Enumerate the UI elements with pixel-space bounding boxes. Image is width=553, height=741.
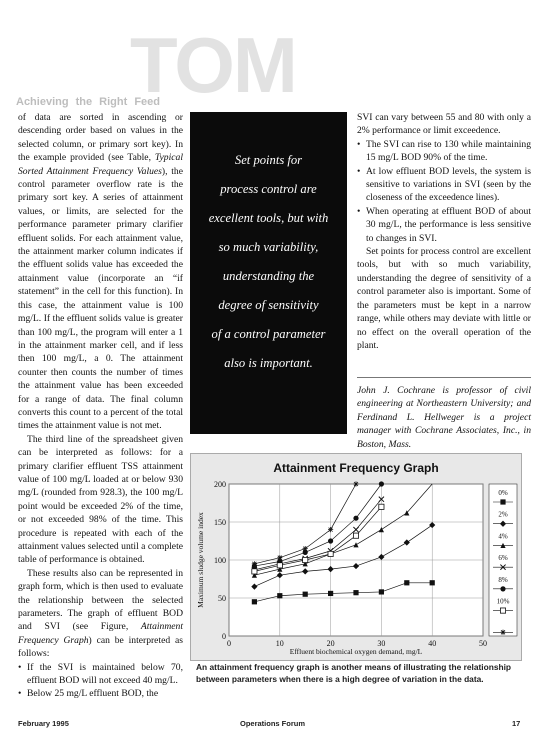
y-tick-label: 150 bbox=[214, 518, 226, 527]
bullet-paragraph bbox=[18, 687, 183, 700]
pull-quote bbox=[190, 146, 347, 378]
legend-marker bbox=[500, 586, 505, 591]
bullet-paragraph bbox=[18, 661, 183, 688]
paragraph bbox=[18, 433, 183, 567]
data-point bbox=[353, 533, 358, 538]
data-point bbox=[379, 589, 384, 594]
background-ghost-heading: Achieving the Right Feed bbox=[16, 96, 161, 108]
text-run: Set points for process control are excellent tools, but with so much variability, understanding the degree of sensitivity of a control parameter also is important. Some of the parameters must be kept in a narrow range, while others may deviate with little or no effect on the overall operation of the plant. bbox=[357, 246, 531, 351]
data-point bbox=[328, 527, 333, 532]
paragraph bbox=[357, 245, 531, 352]
y-tick-label: 50 bbox=[218, 594, 226, 603]
pull-quote-line: Set points for bbox=[234, 153, 303, 167]
data-point bbox=[353, 516, 358, 521]
text-run: ) can be interpreted as follows: bbox=[18, 634, 183, 660]
legend-marker bbox=[500, 499, 505, 504]
data-point bbox=[303, 592, 308, 597]
x-tick-label: 50 bbox=[479, 639, 487, 648]
text-run: The third line of the spreadsheet given can be interpreted as follows: for a primary clarifier effluent TSS attainment value of 100 mg/L loaded at or below 930 mg/L (rounded from 928.3), the 100 mg/L point would be exceeded 2% of the time, or not exceeded 98% of the time. This procedure is repeated with each of the attainment values selected until a complete table of performance is obtained. bbox=[18, 433, 183, 566]
legend-marker bbox=[500, 630, 505, 635]
text-run: of data are sorted in ascending or descending order based on values in the selected column, or primary sort key). In the example provided (see Table, bbox=[18, 112, 183, 164]
right-column bbox=[357, 111, 531, 352]
data-point bbox=[404, 580, 409, 585]
legend-label: 6% bbox=[498, 554, 508, 563]
x-tick-label: 0 bbox=[227, 639, 231, 648]
pull-quote-line: process control are bbox=[220, 182, 317, 196]
left-column bbox=[18, 111, 183, 701]
legend-label: 10% bbox=[496, 597, 510, 606]
pull-quote-line: of a control parameter bbox=[211, 327, 326, 341]
x-tick-label: 10 bbox=[275, 639, 284, 648]
author-bio: John J. Cochrane is professor of civil engineering at Northeastern University; and Ferdinand L. Hellweger is a project manager with Cochrane Associates, Inc., in Boston, Mass. bbox=[357, 377, 531, 451]
chart-svg bbox=[191, 454, 521, 660]
x-axis-label: Effluent biochemical oxygen demand, mg/L bbox=[289, 647, 423, 656]
data-point bbox=[277, 563, 282, 568]
attainment-frequency-graph bbox=[190, 453, 522, 661]
data-point bbox=[328, 591, 333, 596]
italic-reference: Attainment Frequency Graph bbox=[18, 621, 183, 646]
x-tick-label: 20 bbox=[326, 639, 335, 648]
paragraph bbox=[18, 111, 183, 433]
pull-quote-line: so much variability, bbox=[218, 240, 319, 254]
data-point bbox=[328, 538, 333, 543]
y-tick-label: 0 bbox=[222, 632, 226, 641]
data-point bbox=[379, 481, 384, 486]
pull-quote-line: degree of sensitivity bbox=[218, 298, 319, 312]
data-point bbox=[252, 599, 257, 604]
footer-publication: Operations Forum bbox=[240, 719, 306, 728]
background-ghost-letters: TOM bbox=[130, 21, 296, 109]
y-tick-label: 200 bbox=[214, 480, 226, 489]
data-point bbox=[252, 561, 257, 566]
bullet-paragraph bbox=[357, 138, 531, 165]
text-run: When operating at effluent BOD of about 30 mg/L, the performance is less sensitive to changes in SVI. bbox=[366, 205, 531, 244]
text-run: At low effluent BOD levels, the system is sensitive to variations in SVI (seen by the closeness of the exceedence lines). bbox=[366, 165, 531, 204]
data-point bbox=[303, 546, 308, 551]
pull-quote-line: understanding the bbox=[222, 269, 315, 283]
data-point bbox=[353, 590, 358, 595]
footer-date: February 1995 bbox=[18, 719, 69, 728]
legend-label: 2% bbox=[498, 510, 508, 519]
bullet-paragraph bbox=[357, 165, 531, 205]
data-point bbox=[328, 551, 333, 556]
page-number: 17 bbox=[512, 719, 521, 728]
legend-label: 0% bbox=[498, 489, 508, 497]
bullet-paragraph bbox=[357, 205, 531, 245]
data-point bbox=[277, 593, 282, 598]
paragraph bbox=[357, 111, 531, 138]
y-axis-label: Maximum sludge volume index bbox=[196, 512, 205, 608]
data-point bbox=[379, 504, 384, 509]
data-point bbox=[252, 569, 257, 574]
x-tick-label: 30 bbox=[377, 639, 386, 648]
italic-reference: Typical Sorted Attainment Frequency Values bbox=[18, 152, 183, 177]
legend-marker bbox=[500, 608, 505, 613]
text-run: SVI can vary between 55 and 80 with only a 2% performance or limit exceedence. bbox=[357, 112, 531, 137]
figure-caption: An attainment frequency graph is another means of illustrating the relationship between parameters when there is a high degree of variation in the data. bbox=[196, 662, 512, 684]
text-run: The SVI can rise to 130 while maintaining 15 mg/L BOD 90% of the time. bbox=[366, 138, 531, 164]
legend-label: 4% bbox=[498, 532, 508, 541]
text-run: Below 25 mg/L effluent BOD, the bbox=[27, 688, 159, 700]
data-point bbox=[277, 555, 282, 560]
data-point bbox=[303, 557, 308, 562]
text-run: ), the control parameter overflow rate is the primary sort key. A series of attainment values, or limits, are selected for the performance parameter primary clarifier effluent solids. For each attainment value, the attainment marker column indicates if the effluent solids value has exceeded the attainment value (incorporate an “if statement” in the cell for this function). In this case, the attainment value is 100 mg/L. If the effluent solids value is greater than 100 mg/L, the program will enter a 1 in the attainment marker cell, and if less then 100 mg/L, a 0. The attainment counter then counts the number of times the attainment value has been exceeded for a range of data. The final column converts this count to a percent of the total times the attainment value is not met. bbox=[18, 165, 183, 432]
chart-title: Attainment Frequency Graph bbox=[273, 461, 439, 475]
paragraph bbox=[18, 567, 183, 661]
text-run: If the SVI is maintained below 70, effluent BOD will not exceed 40 mg/L. bbox=[27, 661, 183, 687]
pull-quote-line: excellent tools, but with bbox=[208, 211, 329, 225]
data-point bbox=[430, 580, 435, 585]
text-run: These results also can be represented in graph form, which is then used to evaluate the relationship between the selected parameters. The graph of effluent BOD and SVI (see Figure, bbox=[18, 567, 183, 633]
legend-label: 8% bbox=[498, 575, 508, 584]
pull-quote-line: also is important. bbox=[224, 356, 313, 370]
x-tick-label: 40 bbox=[428, 639, 437, 648]
data-point bbox=[353, 481, 358, 486]
y-tick-label: 100 bbox=[214, 556, 226, 565]
